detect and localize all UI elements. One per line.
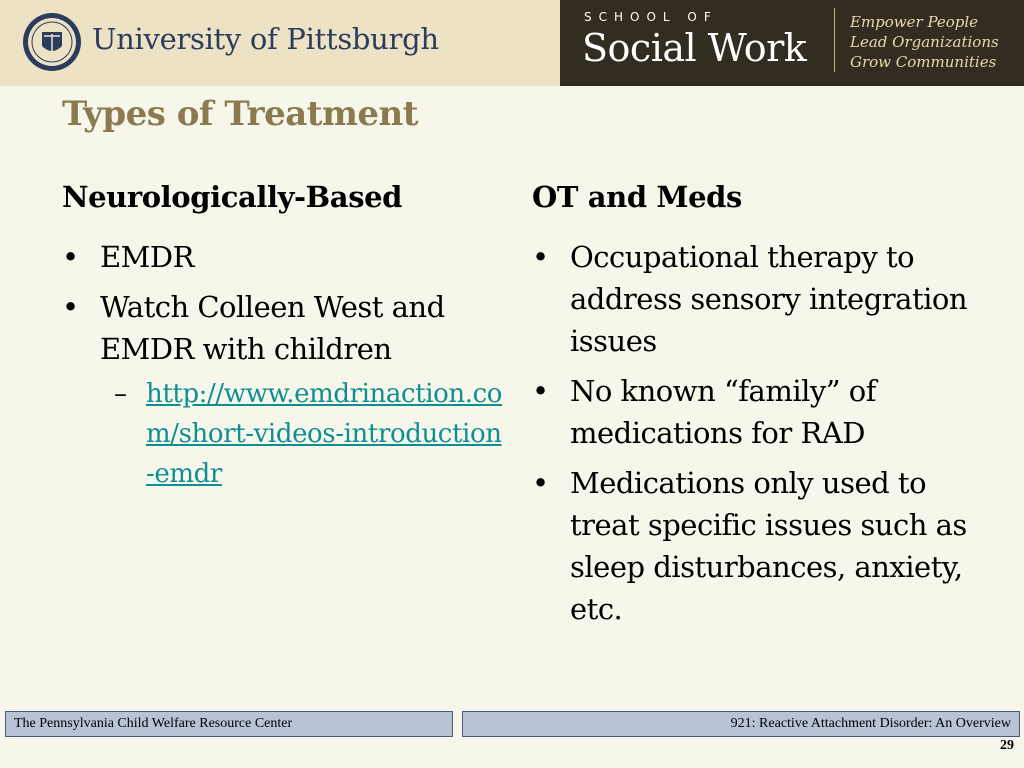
slide-title: Types of Treatment [62,94,418,134]
emdr-video-link[interactable]: http://www.emdrinaction.com/short-videos-introduction-emdr [146,379,502,489]
bullet-text: Occupational therapy to address sensory integration issues [570,240,968,358]
tagline-line: Lead Organizations [850,33,999,51]
bullet-icon: • [62,240,79,274]
tagline-divider [834,8,835,72]
right-column-heading: OT and Meds [532,180,742,214]
sub-bullet-list [100,374,502,494]
left-column [62,180,502,502]
dash-icon: – [114,379,127,409]
school-of-label: SCHOOL OF [584,10,718,24]
bullet-icon: • [532,374,549,408]
bullet-text: Medications only used to treat specific issues such as sleep disturbances, anxiety, etc. [570,466,967,626]
tagline-line: Grow Communities [850,53,997,71]
list-item [62,236,502,278]
school-tagline [850,12,999,72]
bullet-icon: • [532,466,549,500]
page-number: 29 [1000,738,1014,753]
bullet-text: EMDR [100,240,194,274]
left-column-heading: Neurologically-Based [62,180,403,214]
footer-organization: The Pennsylvania Child Welfare Resource Center [5,711,453,737]
right-column [532,180,982,638]
footer-course-title: 921: Reactive Attachment Disorder: An Overview [462,711,1020,737]
bullet-icon: • [532,240,549,274]
bullet-text: Watch Colleen West and EMDR with children [100,290,445,366]
sub-list-item [100,374,502,494]
bullet-icon: • [62,290,79,324]
list-item [62,286,502,494]
left-bullet-list [62,236,502,494]
right-bullet-list [532,236,982,630]
list-item [532,462,982,630]
list-item [532,370,982,454]
list-item [532,236,982,362]
university-seal-icon [22,12,82,72]
school-name: Social Work [582,26,807,70]
tagline-line: Empower People [850,13,979,31]
university-name: University of Pittsburgh [92,22,439,56]
bullet-text: No known “family” of medications for RAD [570,374,876,450]
